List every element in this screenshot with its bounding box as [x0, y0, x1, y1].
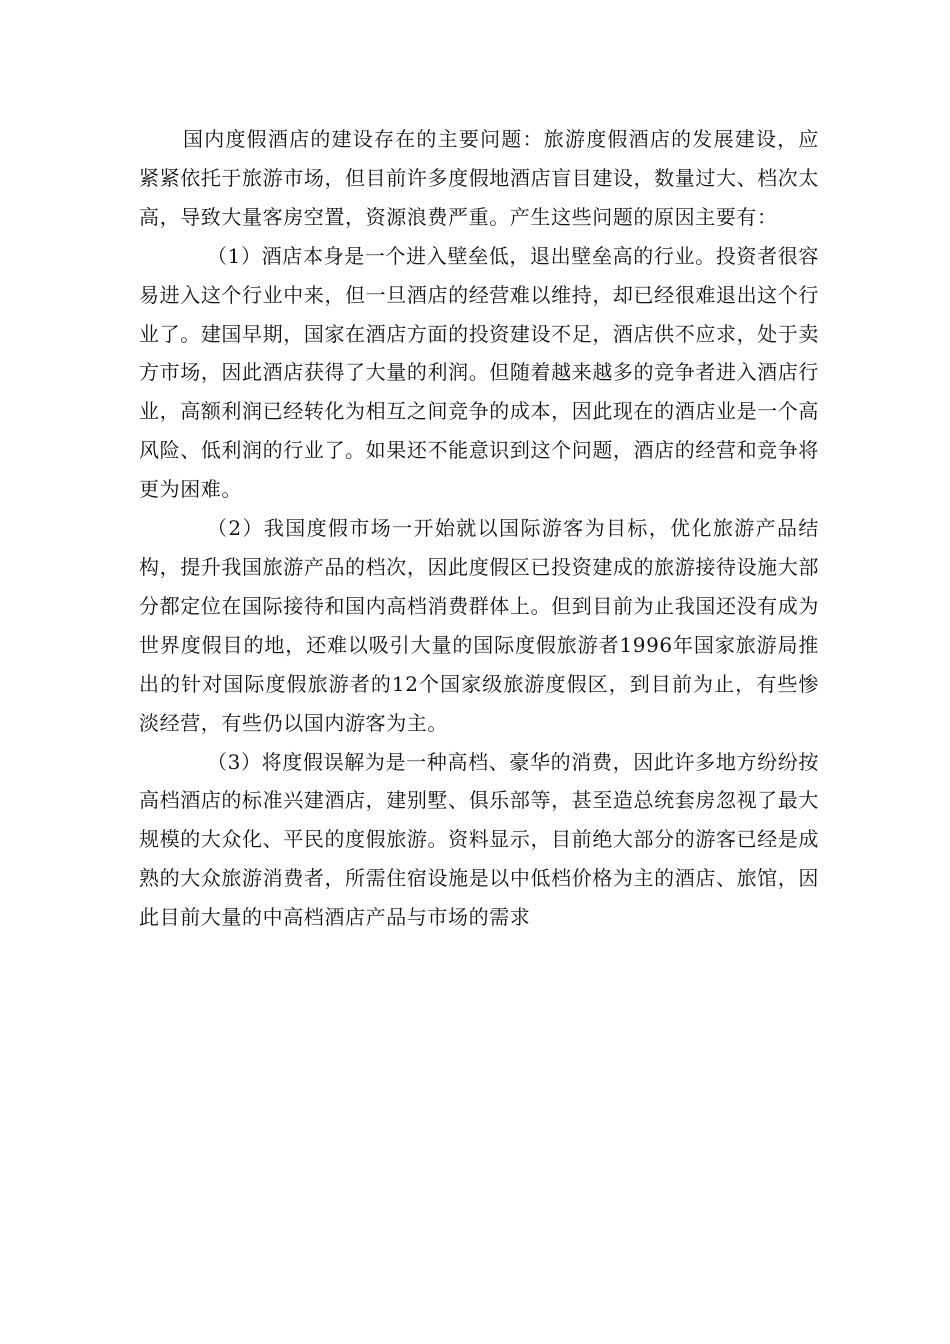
document-body	[139, 120, 819, 937]
paragraph-reason-2: （2）我国度假市场一开始就以国际游客为目标，优化旅游产品结构，提升我国旅游产品的档次，因此度假区已投资建成的旅游接待设施大部分都定位在国际接待和国内高档消费群体上。但到目前为止我国还没有成为世界度假目的地，还难以吸引大量的国际度假旅游者1996年国家旅游局推出的针对国际度假旅游者的12个国家级旅游度假区，到目前为止，有些惨淡经营，有些仍以国内游客为主。	[139, 516, 819, 735]
paragraph-reason-3: （3）将度假误解为是一种高档、豪华的消费，因此许多地方纷纷按高档酒店的标准兴建酒店，建别墅、俱乐部等，甚至造总统套房忽视了最大规模的大众化、平民的度假旅游。资料显示，目前绝大部分的游客已经是成熟的大众旅游消费者，所需住宿设施是以中低档价格为主的酒店、旅馆，因此目前大量的中高档酒店产品与市场的需求	[139, 749, 819, 930]
paragraph-reason-1: （1）酒店本身是一个进入壁垒低，退出壁垒高的行业。投资者很容易进入这个行业中来，但一旦酒店的经营难以维持，却已经很难退出这个行业了。建国早期，国家在酒店方面的投资建设不足，酒店供不应求，处于卖方市场，因此酒店获得了大量的利润。但随着越来越多的竞争者进入酒店行业，高额利润已经转化为相互之间竞争的成本，因此现在的酒店业是一个高风险、低利润的行业了。如果还不能意识到这个问题，酒店的经营和竞争将更为困难。	[139, 243, 819, 502]
paragraph-intro: 国内度假酒店的建设存在的主要问题：旅游度假酒店的发展建设，应紧紧依托于旅游市场，但目前许多度假地酒店盲目建设，数量过大、档次太高，导致大量客房空置，资源浪费严重。产生这些问题的原因主要有：	[139, 127, 819, 229]
